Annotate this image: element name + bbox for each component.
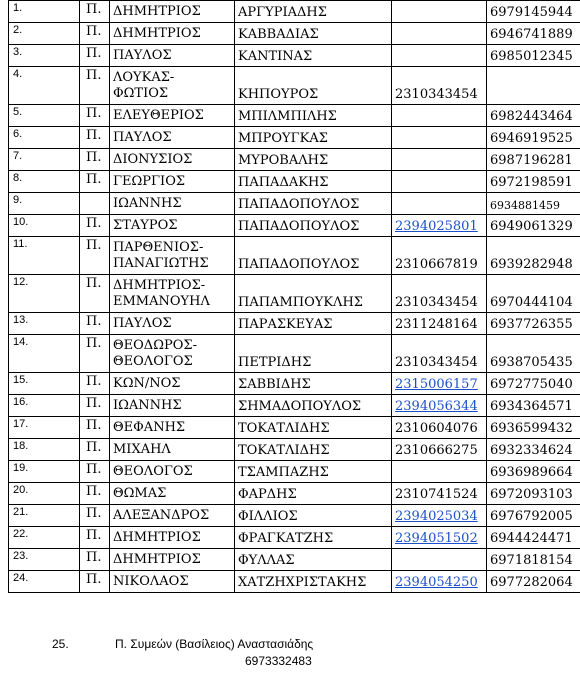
row-last-name: ΚΑΒΒΑΔΙΑΣ <box>235 23 392 45</box>
table-row <box>9 193 580 215</box>
table-row <box>9 23 580 45</box>
phone-link[interactable]: 2394056344 <box>395 399 478 414</box>
table-row <box>9 483 580 505</box>
row-number: 23. <box>9 549 80 571</box>
row-mobile: 6946741889 <box>487 23 580 45</box>
table-row <box>9 527 580 549</box>
row-title: Π. <box>80 127 110 149</box>
table-row <box>9 505 580 527</box>
row-last-name: ΠΑΠΑΜΠΟΥΚΛΗΣ <box>235 275 392 313</box>
row-landline <box>392 549 487 571</box>
row-landline: 2310343454 <box>392 275 487 313</box>
row-last-name: ΤΟΚΑΤΛΙΔΗΣ <box>235 439 392 461</box>
row-number: 15. <box>9 373 80 395</box>
row-title: Π. <box>80 505 110 527</box>
row-first-name: ΝΙΚΟΛΑΟΣ <box>110 571 235 593</box>
row-first-name: ΕΛΕΥΘΕΡΙΟΣ <box>110 105 235 127</box>
row-title: Π. <box>80 215 110 237</box>
row-last-name: ΠΑΠΑΔΑΚΗΣ <box>235 171 392 193</box>
row-first-name: ΣΤΑΥΡΟΣ <box>110 215 235 237</box>
row-mobile: 6936989664 <box>487 461 580 483</box>
row-first-name: ΑΛΕΞΑΝΔΡΟΣ <box>110 505 235 527</box>
phone-link[interactable]: 2394054250 <box>395 575 478 590</box>
row-last-name: ΜΥΡΟΒΑΛΗΣ <box>235 149 392 171</box>
row-title: Π. <box>80 417 110 439</box>
row-first-name: ΔΗΜΗΤΡΙΟΣ <box>110 527 235 549</box>
row-last-name: ΧΑΤΖΗΧΡΙΣΤΑΚΗΣ <box>235 571 392 593</box>
table-row <box>9 67 580 105</box>
row-number: 17. <box>9 417 80 439</box>
table-row <box>9 1 580 23</box>
row-first-name: ΜΙΧΑΗΛ <box>110 439 235 461</box>
row-landline <box>392 373 487 395</box>
table-row <box>9 461 580 483</box>
row-first-name: ΛΟΥΚΑΣ- ΦΩΤΙΟΣ <box>110 67 235 105</box>
row-title: Π. <box>80 275 110 313</box>
row-first-name: ΘΕΟΛΟΓΟΣ <box>110 461 235 483</box>
row-number: 8. <box>9 171 80 193</box>
row-title: Π. <box>80 483 110 505</box>
row-last-name: ΠΑΠΑΔΟΠΟΥΛΟΣ <box>235 215 392 237</box>
row-landline <box>392 461 487 483</box>
row-last-name: ΑΡΓΥΡΙΑΔΗΣ <box>235 1 392 23</box>
row-mobile <box>487 67 580 105</box>
footer-phone: 6973332483 <box>245 654 312 668</box>
row-last-name: ΠΑΠΑΔΟΠΟΥΛΟΣ <box>235 193 392 215</box>
row-first-name: ΠΑΥΛΟΣ <box>110 45 235 67</box>
row-first-name: ΠΑΥΛΟΣ <box>110 313 235 335</box>
phone-link[interactable]: 2315006157 <box>395 377 478 392</box>
row-number: 18. <box>9 439 80 461</box>
row-landline: 2311248164 <box>392 313 487 335</box>
row-title: Π. <box>80 395 110 417</box>
row-title: Π. <box>80 237 110 275</box>
row-mobile: 6934364571 <box>487 395 580 417</box>
table-row <box>9 275 580 313</box>
row-title: Π. <box>80 149 110 171</box>
table-row <box>9 439 580 461</box>
row-first-name: ΠΑΥΛΟΣ <box>110 127 235 149</box>
row-mobile: 6944424471 <box>487 527 580 549</box>
row-mobile: 6982443464 <box>487 105 580 127</box>
row-first-name: ΔΗΜΗΤΡΙΟΣ <box>110 23 235 45</box>
row-mobile: 6936599432 <box>487 417 580 439</box>
row-landline <box>392 505 487 527</box>
row-first-name: ΘΕΟΔΩΡΟΣ- ΘΕΟΛΟΓΟΣ <box>110 335 235 373</box>
row-title: Π. <box>80 105 110 127</box>
row-landline <box>392 395 487 417</box>
footer-number: 25. <box>52 637 69 651</box>
row-title: Π. <box>80 313 110 335</box>
row-landline <box>392 149 487 171</box>
row-number: 6. <box>9 127 80 149</box>
row-landline <box>392 23 487 45</box>
row-landline <box>392 215 487 237</box>
table-row <box>9 417 580 439</box>
row-mobile: 6939282948 <box>487 237 580 275</box>
row-landline <box>392 193 487 215</box>
row-mobile: 6972775040 <box>487 373 580 395</box>
row-mobile: 6937726355 <box>487 313 580 335</box>
row-landline <box>392 45 487 67</box>
row-first-name: ΘΕΦΑΝΗΣ <box>110 417 235 439</box>
row-mobile: 6946919525 <box>487 127 580 149</box>
row-first-name: ΙΩΑΝΝΗΣ <box>110 193 235 215</box>
row-mobile: 6934881459 <box>487 193 580 215</box>
table-row <box>9 335 580 373</box>
row-last-name: ΣΗΜΑΔΟΠΟΥΛΟΣ <box>235 395 392 417</box>
phone-link[interactable]: 2394025034 <box>395 509 478 524</box>
table-row <box>9 215 580 237</box>
row-mobile: 6977282064 <box>487 571 580 593</box>
row-mobile: 6971818154 <box>487 549 580 571</box>
row-title: Π. <box>80 1 110 23</box>
row-first-name: ΔΙΟΝΥΣΙΟΣ <box>110 149 235 171</box>
row-last-name: ΦΡΑΓΚΑΤΖΗΣ <box>235 527 392 549</box>
row-number: 9. <box>9 193 80 215</box>
row-last-name: ΦΥΛΛΑΣ <box>235 549 392 571</box>
row-last-name: ΜΠΡΟΥΓΚΑΣ <box>235 127 392 149</box>
row-landline <box>392 171 487 193</box>
row-number: 16. <box>9 395 80 417</box>
row-last-name: ΤΟΚΑΤΛΙΔΗΣ <box>235 417 392 439</box>
phone-link[interactable]: 2394025801 <box>395 219 478 234</box>
row-number: 11. <box>9 237 80 275</box>
table-row <box>9 127 580 149</box>
row-last-name: ΜΠΙΛΜΠΙΛΗΣ <box>235 105 392 127</box>
row-last-name: ΠΑΠΑΔΟΠΟΥΛΟΣ <box>235 237 392 275</box>
row-number: 20. <box>9 483 80 505</box>
row-number: 21. <box>9 505 80 527</box>
row-first-name: ΓΕΩΡΓΙΟΣ <box>110 171 235 193</box>
row-landline: 2310604076 <box>392 417 487 439</box>
row-mobile: 6972093103 <box>487 483 580 505</box>
row-mobile: 6938705435 <box>487 335 580 373</box>
row-last-name: ΠΕΤΡΙΔΗΣ <box>235 335 392 373</box>
row-mobile: 6979145944 <box>487 1 580 23</box>
row-title: Π. <box>80 439 110 461</box>
row-landline <box>392 1 487 23</box>
row-first-name: ΔΗΜΗΤΡΙΟΣ- ΕΜΜΑΝΟΥΗΛ <box>110 275 235 313</box>
row-landline: 2310741524 <box>392 483 487 505</box>
row-number: 2. <box>9 23 80 45</box>
table-row <box>9 395 580 417</box>
row-first-name: ΚΩΝ/ΝΟΣ <box>110 373 235 395</box>
row-landline: 2310343454 <box>392 67 487 105</box>
row-mobile: 6932334624 <box>487 439 580 461</box>
row-title: Π. <box>80 23 110 45</box>
table-row <box>9 549 580 571</box>
row-number: 14. <box>9 335 80 373</box>
row-landline: 2310666275 <box>392 439 487 461</box>
row-mobile: 6987196281 <box>487 149 580 171</box>
row-first-name: ΔΗΜΗΤΡΙΟΣ <box>110 549 235 571</box>
table-row <box>9 373 580 395</box>
row-number: 7. <box>9 149 80 171</box>
row-landline <box>392 527 487 549</box>
row-title <box>80 193 110 215</box>
row-title: Π. <box>80 461 110 483</box>
row-title: Π. <box>80 335 110 373</box>
row-first-name: ΔΗΜΗΤΡΙΟΣ <box>110 1 235 23</box>
row-number: 13. <box>9 313 80 335</box>
row-landline <box>392 127 487 149</box>
row-last-name: ΚΑΝΤΙΝΑΣ <box>235 45 392 67</box>
footer-name: Π. Συμεών (Βασίλειος) Αναστασιάδης <box>115 637 314 651</box>
row-mobile: 6949061329 <box>487 215 580 237</box>
row-title: Π. <box>80 373 110 395</box>
table-row <box>9 171 580 193</box>
row-mobile: 6976792005 <box>487 505 580 527</box>
table-row <box>9 313 580 335</box>
row-title: Π. <box>80 527 110 549</box>
row-title: Π. <box>80 549 110 571</box>
row-number: 4. <box>9 67 80 105</box>
table-row <box>9 105 580 127</box>
row-landline <box>392 105 487 127</box>
row-mobile: 6985012345 <box>487 45 580 67</box>
row-last-name: ΚΗΠΟΥΡΟΣ <box>235 67 392 105</box>
row-last-name: ΣΑΒΒΙΔΗΣ <box>235 373 392 395</box>
table-row <box>9 571 580 593</box>
row-title: Π. <box>80 45 110 67</box>
row-title: Π. <box>80 67 110 105</box>
row-landline: 2310343454 <box>392 335 487 373</box>
table-body <box>9 1 580 593</box>
table-row <box>9 149 580 171</box>
row-first-name: ΙΩΑΝΝΗΣ <box>110 395 235 417</box>
table-row <box>9 237 580 275</box>
row-title: Π. <box>80 571 110 593</box>
row-number: 3. <box>9 45 80 67</box>
row-title: Π. <box>80 171 110 193</box>
row-number: 12. <box>9 275 80 313</box>
row-number: 1. <box>9 1 80 23</box>
row-last-name: ΠΑΡΑΣΚΕΥΑΣ <box>235 313 392 335</box>
row-number: 10. <box>9 215 80 237</box>
phone-link[interactable]: 2394051502 <box>395 531 478 546</box>
row-number: 19. <box>9 461 80 483</box>
row-landline: 2310667819 <box>392 237 487 275</box>
row-first-name: ΠΑΡΘΕΝΙΟΣ- ΠΑΝΑΓΙΩΤΗΣ <box>110 237 235 275</box>
row-number: 5. <box>9 105 80 127</box>
row-number: 24. <box>9 571 80 593</box>
row-mobile: 6972198591 <box>487 171 580 193</box>
row-first-name: ΘΩΜΑΣ <box>110 483 235 505</box>
row-mobile: 6970444104 <box>487 275 580 313</box>
clergy-contact-table <box>8 0 580 593</box>
row-last-name: ΤΣΑΜΠΑΖΗΣ <box>235 461 392 483</box>
table-row <box>9 45 580 67</box>
row-last-name: ΦΑΡΔΗΣ <box>235 483 392 505</box>
row-number: 22. <box>9 527 80 549</box>
row-last-name: ΦΙΛΛΙΟΣ <box>235 505 392 527</box>
row-landline <box>392 571 487 593</box>
